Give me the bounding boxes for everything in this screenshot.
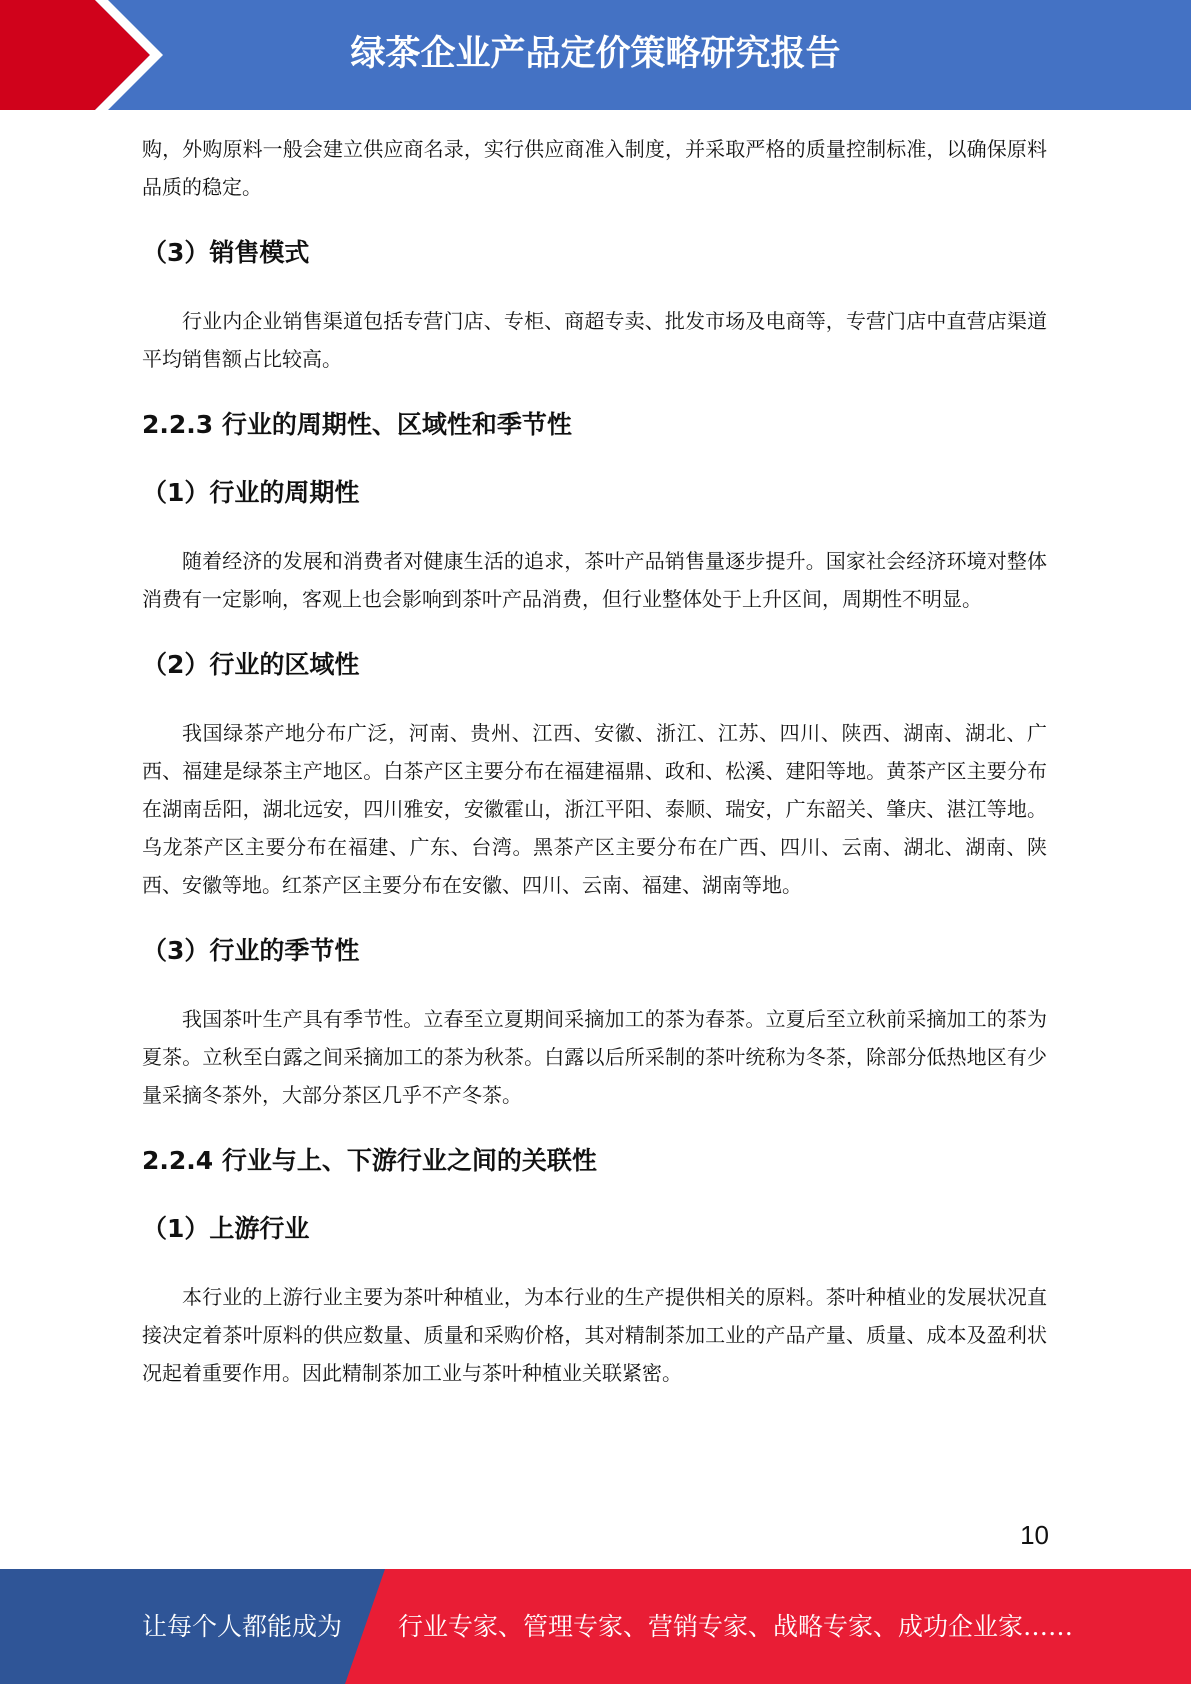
subsection-heading: （3）销售模式 (142, 238, 310, 267)
page-header (0, 0, 1191, 110)
header-title: 绿茶企业产品定价策略研究报告 (350, 34, 841, 74)
section-heading: 2.2.3 行业的周期性、区域性和季节性 (142, 410, 572, 439)
document-body (142, 130, 1047, 1392)
paragraph: 本行业的上游行业主要为茶叶种植业，为本行业的生产提供相关的原料。茶叶种植业的发展状况直接决定着茶叶原料的供应数量、质量和采购价格，其对精制茶加工业的产品产量、质量、成本及盈利状况起着重要作用。因此精制茶加工业与茶叶种植业关联紧密。 (142, 1285, 1047, 1385)
paragraph: 随着经济的发展和消费者对健康生活的追求，茶叶产品销售量逐步提升。国家社会经济环境对整体消费有一定影响，客观上也会影响到茶叶产品消费，但行业整体处于上升区间，周期性不明显。 (142, 549, 1047, 611)
paragraph: 我国绿茶产地分布广泛，河南、贵州、江西、安徽、浙江、江苏、四川、陕西、湖南、湖北、广西、福建是绿茶主产地区。白茶产区主要分布在福建福鼎、政和、松溪、建阳等地。黄茶产区主要分布在湖南岳阳，湖北远安，四川雅安，安徽霍山，浙江平阳、泰顺、瑞安，广东韶关、肇庆、湛江等地。乌龙茶产区主要分布在福建、广东、台湾。黑茶产区主要分布在广西、四川、云南、湖北、湖南、陕西、安徽等地。红茶产区主要分布在安徽、四川、云南、福建、湖南等地。 (142, 721, 1047, 897)
section-heading: 2.2.4 行业与上、下游行业之间的关联性 (142, 1146, 597, 1175)
footer-slogan-right: 行业专家、管理专家、营销专家、战略专家、成功企业家…… (398, 1612, 1074, 1641)
footer-slogan-left: 让每个人都能成为 (142, 1612, 343, 1641)
subsection-heading: （2）行业的区域性 (142, 650, 360, 679)
subsection-heading: （3）行业的季节性 (142, 936, 360, 965)
subsection-heading: （1）行业的周期性 (142, 478, 360, 507)
page-footer (0, 1569, 1191, 1684)
paragraph: 我国茶叶生产具有季节性。立春至立夏期间采摘加工的茶为春茶。立夏后至立秋前采摘加工的茶为夏茶。立秋至白露之间采摘加工的茶为秋茶。白露以后所采制的茶叶统称为冬茶，除部分低热地区有少量采摘冬茶外，大部分茶区几乎不产冬茶。 (142, 1007, 1047, 1107)
subsection-heading: （1）上游行业 (142, 1214, 310, 1243)
paragraph: 购，外购原料一般会建立供应商名录，实行供应商准入制度，并采取严格的质量控制标准，以确保原料品质的稳定。 (142, 137, 1047, 199)
page-number: 10 (1020, 1520, 1049, 1550)
paragraph: 行业内企业销售渠道包括专营门店、专柜、商超专卖、批发市场及电商等，专营门店中直营店渠道平均销售额占比较高。 (142, 309, 1047, 371)
